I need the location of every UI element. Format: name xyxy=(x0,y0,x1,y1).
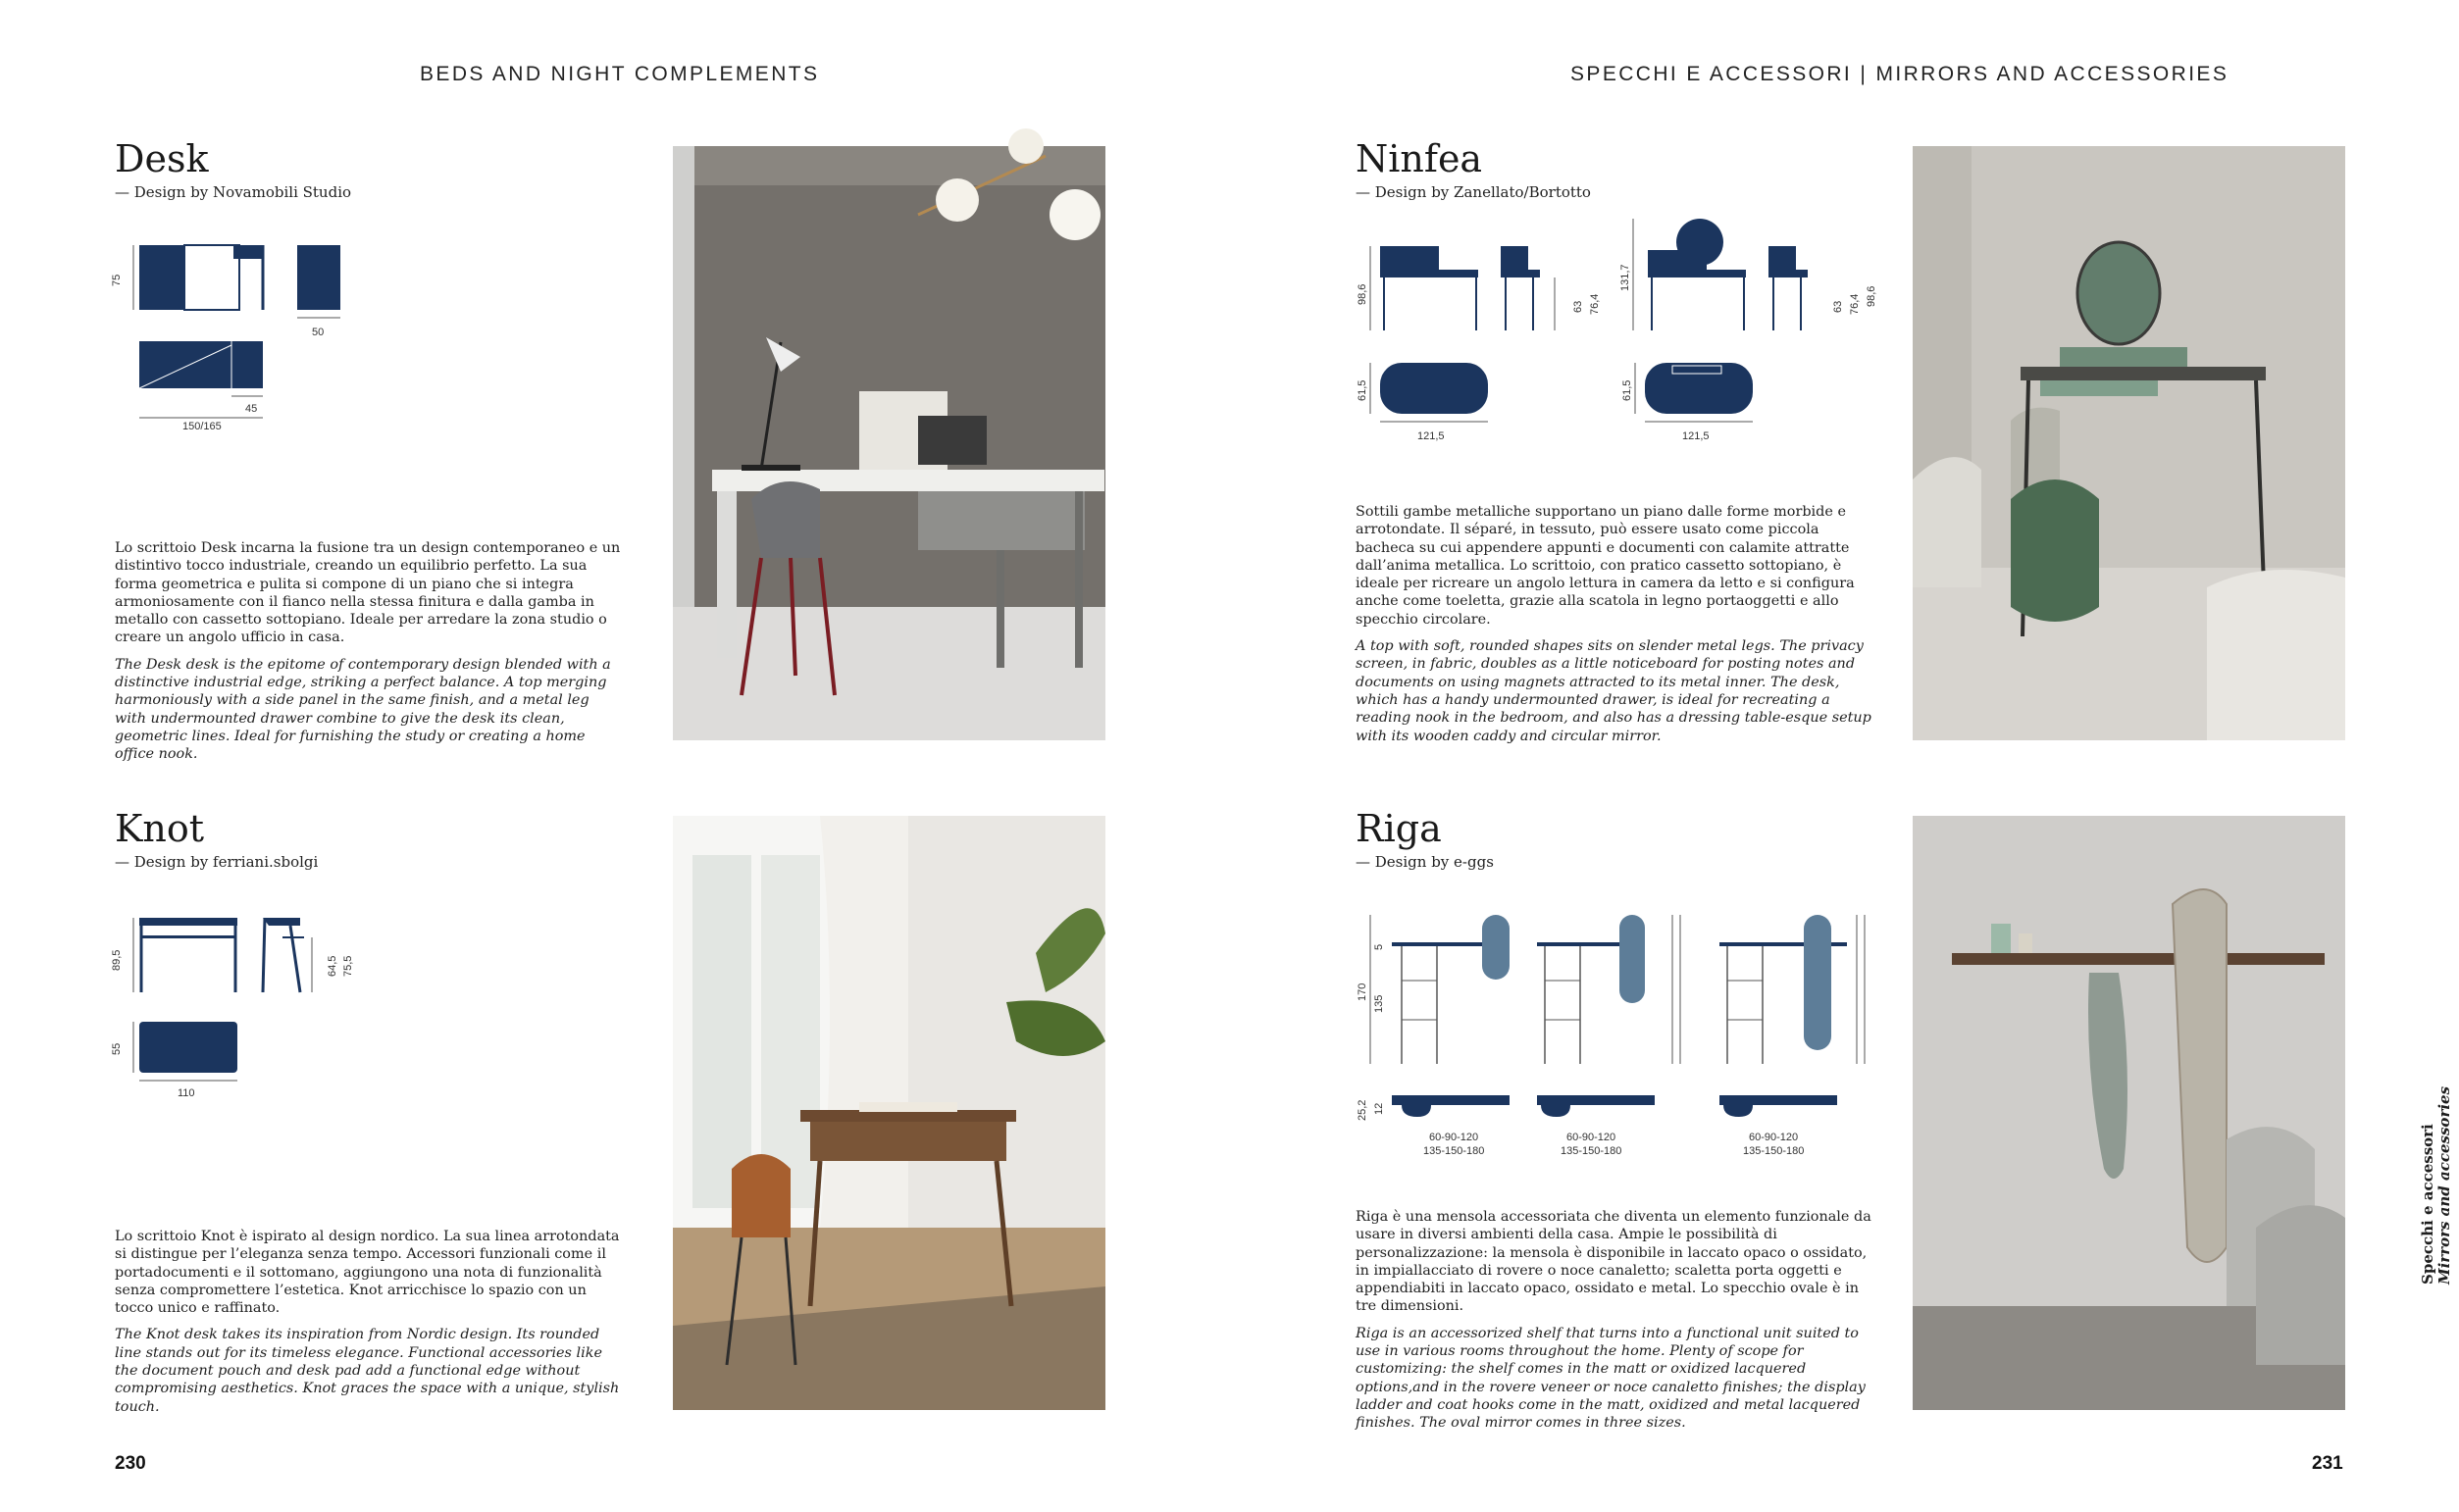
dim-ninfea-width-2: 121,5 xyxy=(1682,430,1710,442)
dim-knot-height: 89,5 xyxy=(111,949,123,971)
side-tab-line1: Specchi e accessori xyxy=(2419,1124,2436,1285)
product-text-ninfea xyxy=(1356,503,1875,754)
dim-desk-drawer: 45 xyxy=(245,403,258,415)
dim-ninfea-top-1: 63 xyxy=(1572,300,1584,313)
photo-ninfea xyxy=(1913,146,2345,740)
running-head-left: BEDS AND NIGHT COMPLEMENTS xyxy=(420,63,820,85)
text-riga-en: Riga is an accessorized shelf that turns into a functional unit suited to use in various rooms throughout the home. Plenty of scope for customizing: the shelf comes in the matt or oxidized lacquered options,and in the rovere veneer or noce canaletto finishes; the display ladder and coat hooks come in the matt, oxidized and metal lacquered finishes. The oval mirror comes in three sizes. xyxy=(1356,1325,1866,1432)
dim-knot-depth: 55 xyxy=(111,1042,123,1055)
dim-riga-height: 170 xyxy=(1357,983,1368,1001)
text-ninfea-en: A top with soft, rounded shapes sits on slender metal legs. The privacy screen, in fabric, doubles as a little noticeboard for posting notes and documents on using magnets attracted to its metal inner. The desk, which has a handy undermounted drawer, is ideal for recreating a reading nook in the bedroom, and also has a dressing table-esque setup with its wooden caddy and circular mirror. xyxy=(1356,638,1871,744)
product-byline-knot: — Design by ferriani.sbolgi xyxy=(115,853,319,871)
ninfea-technical-drawing xyxy=(1349,211,1898,456)
photo-knot xyxy=(673,816,1105,1410)
dim-ninfea-height-1: 98,6 xyxy=(1357,283,1368,305)
text-desk-it: Lo scrittoio Desk incarna la fusione tra un design contemporaneo e un distintivo tocco industriale, creando un equilibrio perfetto. La sua forma geometrica e pulita si compone di un piano che si integra armoniosamente con il fianco nella stessa finitura e dalla gamba in metallo con cassetto sottopiano. Ideale per arredare la zona studio o creare un angolo ufficio in casa. xyxy=(115,540,621,646)
product-title-knot: Knot xyxy=(115,807,205,850)
dim-ninfea-box-1: 76,4 xyxy=(1589,293,1601,315)
page-number-right: 231 xyxy=(2312,1453,2343,1474)
product-byline-desk: — Design by Novamobili Studio xyxy=(115,183,352,201)
photo-desk xyxy=(673,146,1105,740)
dim-riga-ladder: 135 xyxy=(1373,994,1385,1013)
dim-riga-width-2b: 135-150-180 xyxy=(1561,1145,1622,1157)
dim-riga-width-1a: 60-90-120 xyxy=(1429,1132,1479,1143)
text-ninfea-it: Sottili gambe metalliche supportano un piano dalle forme morbide e arrotondate. Il séparé, in tessuto, può essere usato come piccola bacheca su cui appendere appunti e documenti con calamite attratte dall’anima metallica. Lo scrittoio, con pratico cassetto sottopiano, è ideale per ricreare un angolo lettura in camera da letto e si configura anche come toeletta, grazie alla scatola in legno portaoggetti e allo specchio circolare. xyxy=(1356,504,1855,628)
product-text-knot xyxy=(115,1228,625,1425)
product-title-desk: Desk xyxy=(115,137,209,180)
product-title-ninfea: Ninfea xyxy=(1356,137,1483,180)
dim-ninfea-top-2: 63 xyxy=(1832,300,1844,313)
dim-riga-width-1b: 135-150-180 xyxy=(1423,1145,1485,1157)
dim-ninfea-height-2: 98,6 xyxy=(1866,285,1877,307)
product-title-riga: Riga xyxy=(1356,807,1442,850)
product-byline-riga: — Design by e-ggs xyxy=(1356,853,1494,871)
product-text-riga xyxy=(1356,1208,1875,1441)
riga-technical-drawing xyxy=(1349,907,1898,1162)
dim-riga-width-3b: 135-150-180 xyxy=(1743,1145,1805,1157)
dim-ninfea-depth-2: 61,5 xyxy=(1621,379,1633,401)
desk-technical-drawing xyxy=(108,235,363,431)
dim-ninfea-height-mirror: 131,7 xyxy=(1619,264,1631,291)
page-number-left: 230 xyxy=(115,1453,146,1474)
dim-riga-width-2a: 60-90-120 xyxy=(1566,1132,1616,1143)
text-knot-en: The Knot desk takes its inspiration from Nordic design. Its rounded line stands out for its timeless elegance. Functional accessories like the document pouch and desk pad add a functional edge without compromising aesthetics. Knot graces the space with a unique, stylish touch. xyxy=(115,1327,620,1415)
dim-desk-depth: 50 xyxy=(312,327,325,338)
dim-knot-width: 110 xyxy=(178,1087,195,1099)
knot-technical-drawing xyxy=(108,902,363,1108)
dim-riga-plan-depth: 25,2 xyxy=(1357,1099,1368,1121)
side-tab-label xyxy=(2420,932,2459,1285)
dim-ninfea-depth-1: 61,5 xyxy=(1357,379,1368,401)
dim-riga-shelf: 5 xyxy=(1373,943,1385,950)
dim-ninfea-box-2: 76,4 xyxy=(1849,293,1861,315)
side-tab-line2: Mirrors and accessories xyxy=(2435,1085,2453,1285)
product-text-desk xyxy=(115,539,625,773)
product-byline-ninfea: — Design by Zanellato/Bortotto xyxy=(1356,183,1591,201)
dim-riga-width-3a: 60-90-120 xyxy=(1749,1132,1799,1143)
dim-desk-width: 150/165 xyxy=(182,421,222,432)
dim-knot-seat-height: 64,5 xyxy=(327,955,338,977)
dim-ninfea-width-1: 121,5 xyxy=(1417,430,1445,442)
dim-riga-plan-shelf: 12 xyxy=(1373,1102,1385,1115)
dim-knot-top-height: 75,5 xyxy=(342,955,354,977)
running-head-right: SPECCHI E ACCESSORI | MIRRORS AND ACCESSORIES xyxy=(1570,63,2229,85)
text-riga-it: Riga è una mensola accessoriata che diventa un elemento funzionale da usare in diversi ambienti della casa. Ampie le possibilità di personalizzazione: la mensola è disponibile in laccato opaco o ossidato, in impiallacciato di rovere o noce canaletto; scaletta porta oggetti e appendiabiti in laccato opaco, ossidato e metal. Lo specchio ovale è in tre dimensioni. xyxy=(1356,1209,1871,1315)
text-desk-en: The Desk desk is the epitome of contemporary design blended with a distinctive industrial edge, striking a perfect balance. A top merging harmoniously with a side panel in the same finish, and a metal leg with undermounted drawer combine to give the desk its clean, geometric lines. Ideal for furnishing the study or creating a home office nook. xyxy=(115,656,611,763)
dim-desk-height: 75 xyxy=(111,274,123,286)
text-knot-it: Lo scrittoio Knot è ispirato al design nordico. La sua linea arrotondata si distingue per l’eleganza senza tempo. Accessori funzionali come il portadocumenti e il sottomano, aggiungono una nota di funzionalità senza compromettere l’estetica. Knot arricchisce lo spazio con un tocco unico e raffinato. xyxy=(115,1229,620,1317)
photo-riga xyxy=(1913,816,2345,1410)
